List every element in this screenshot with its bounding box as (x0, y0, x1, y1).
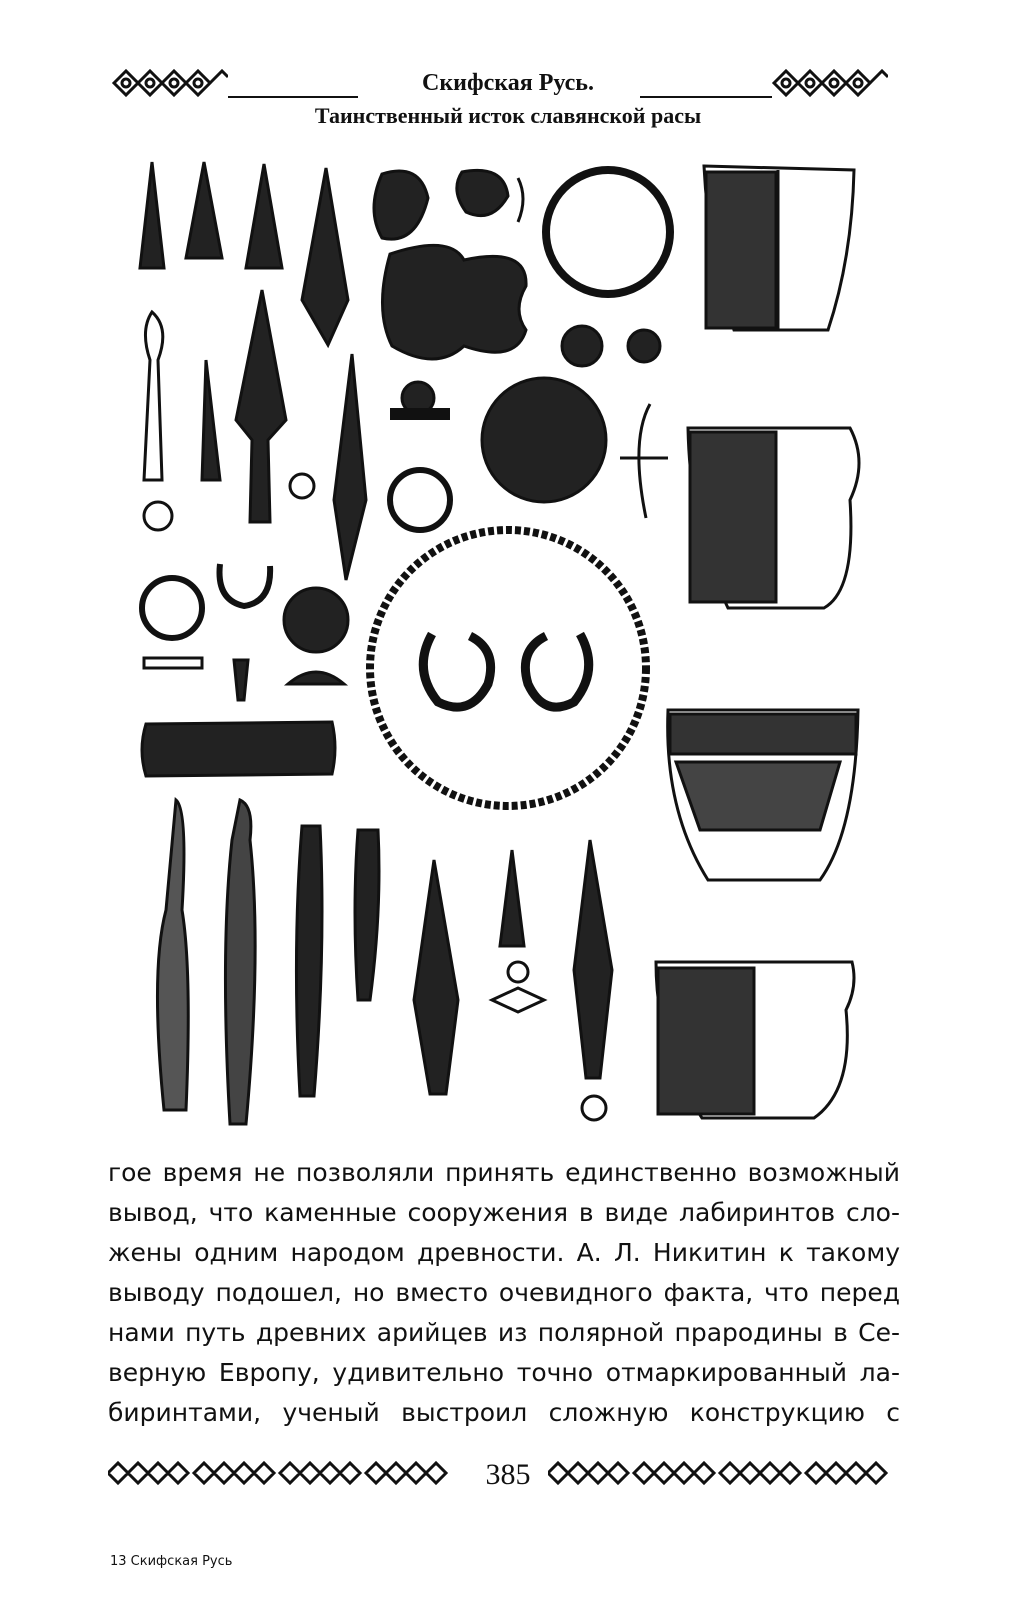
spearhead-2 (236, 290, 286, 522)
running-subtitle: Таинственный исток славянской расы (314, 103, 702, 128)
text-line: верную Европу, удивительно точно отмаркированный ла- (108, 1358, 900, 1387)
knife-3 (296, 826, 322, 1096)
text-line: выводу подошел, но вместо очевидного факта, что перед (108, 1278, 900, 1307)
stone-bar (142, 722, 335, 776)
knife-4 (355, 830, 379, 1000)
text-line: гое время не позволяли принять единственно возможный (108, 1158, 900, 1187)
spearhead-3 (414, 860, 458, 1094)
knife-2 (225, 800, 255, 1124)
spearhead-long (302, 168, 348, 345)
pin-1 (144, 312, 163, 480)
bronze-ring (546, 170, 670, 294)
stone-flake-1 (374, 171, 428, 239)
pendant-1 (202, 360, 220, 480)
torc (370, 530, 646, 806)
long-point (334, 354, 366, 580)
page-number: 385 (485, 1458, 531, 1491)
text-line: вывод, что каменные сооружения в виде лабиринтов сло- (108, 1198, 900, 1227)
stone-flake-2 (457, 170, 508, 215)
text-line: жены одним народом древности. А. Л. Никитин к такому (108, 1238, 900, 1267)
bronze-disc (482, 378, 606, 502)
running-title: Скифская Русь. (422, 70, 594, 96)
artifacts-illustration (120, 150, 890, 1140)
arrowhead-1 (140, 162, 164, 268)
body-text (108, 1153, 900, 1433)
arrowhead-2 (186, 162, 222, 258)
arrowhead-4 (500, 850, 524, 946)
text-line: нами путь древних арийцев из полярной прародины в Се- (108, 1318, 900, 1347)
arrowhead-3 (246, 164, 282, 268)
spearhead-4 (574, 840, 612, 1078)
bronze-disc-small (284, 588, 348, 652)
text-line: биринтами, ученый выстроил сложную конструкцию с (108, 1398, 900, 1427)
knife-1 (157, 800, 188, 1110)
sheet-label: 13 Скифская Русь (110, 1554, 233, 1569)
footer-ornament-right (548, 1460, 894, 1486)
lobed-stone (382, 245, 526, 359)
